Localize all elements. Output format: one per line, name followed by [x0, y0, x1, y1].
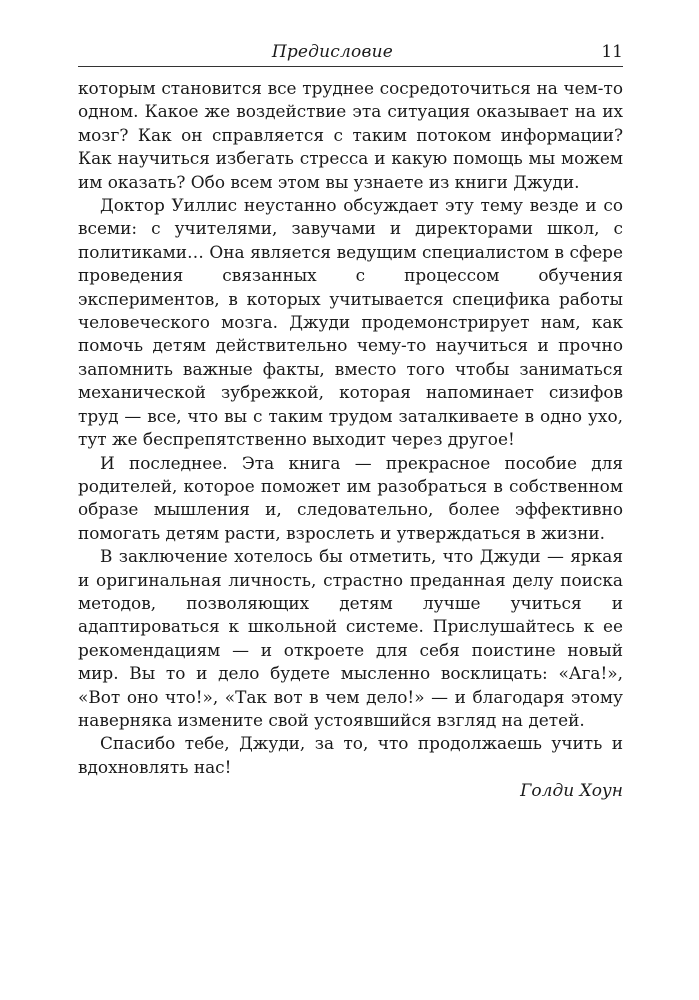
running-head: [78, 40, 623, 66]
body-text: [78, 77, 623, 779]
author-signature: Голди Хоун: [520, 781, 623, 802]
paragraph-thanks: Спасибо тебе, Джуди, за то, что продолжаешь учить и вдохновлять нас!: [78, 733, 623, 777]
page-number: 11: [601, 42, 623, 62]
book-page: [78, 40, 623, 801]
paragraph-last-point: И последнее. Эта книга — прекрасное пособие для родителей, которое поможет им разобраться в собственном образе мышления и, следовательно, более эффективно помогать детям расти, взрослеть и утверждаться в жизни.: [78, 452, 623, 543]
paragraph-continuation: которым становится все труднее сосредоточиться на чем-то одном. Какое же воздействие эта ситуация оказывает на их мозг? Как он справляется с таким потоком информации? Как научиться избегать стресса и какую помощь мы можем им оказать? Обо всем этом вы узнаете из книги Джуди.: [78, 78, 623, 192]
running-title: Предисловие: [271, 42, 393, 62]
header-rule: [78, 66, 623, 67]
paragraph-dr-willis: Доктор Уиллис неустанно обсуждает эту тему везде и со всеми: с учителями, завучами и директорами школ, с политиками… Она является ведущим специалистом в сфере проведения связанных с процессом обучения экспериментов, в которых учитывается специфика работы человеческого мозга. Джуди продемонстрирует нам, как помочь детям действительно чему-то научиться и прочно запомнить важные факты, вместо того чтобы заниматься механической зубрежкой, которая напоминает сизифов труд — все, что вы с таким трудом заталкиваете в одно ухо, тут же беспрепятственно выходит через другое!: [78, 195, 623, 450]
paragraph-conclusion: В заключение хотелось бы отметить, что Джуди — яркая и оригинальная личность, страстно преданная делу поиска методов, позволяющих детям лучше учиться и адаптироваться к школьной системе. Прислушайтесь к ее рекомендациям — и откроете для себя поистине новый мир. Вы то и дело будете мысленно восклицать: «Ага!», «Вот оно что!», «Так вот в чем дело!» — и благодаря этому наверняка измените свой устоявшийся взгляд на детей.: [78, 546, 623, 730]
